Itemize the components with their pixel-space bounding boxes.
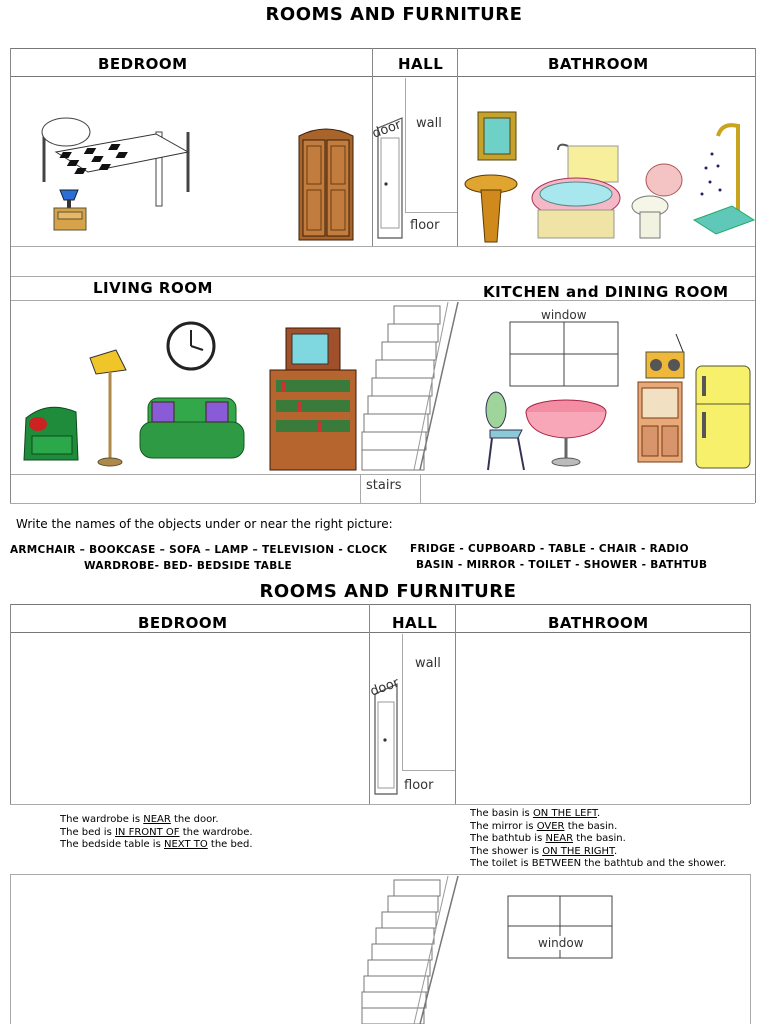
label-stairs: stairs bbox=[366, 478, 402, 493]
bookcase-tv-illustration bbox=[268, 326, 358, 474]
sofa-illustration bbox=[138, 392, 246, 470]
word-bank-right-line2: BASIN - MIRROR - TOILET - SHOWER - BATHTUB bbox=[416, 559, 708, 571]
label-window-bottom: window bbox=[538, 936, 584, 950]
sentence-right-4: The shower is ON THE RIGHT. bbox=[470, 845, 618, 857]
sentence-left-3: The bedside table is NEXT TO the bed. bbox=[60, 839, 253, 851]
clock-illustration bbox=[165, 320, 217, 372]
bathtub-illustration bbox=[528, 140, 624, 242]
room-label-bedroom: BEDROOM bbox=[98, 55, 188, 73]
chair-illustration bbox=[482, 390, 528, 472]
word-bank-left-line1: ARMCHAIR – BOOKCASE – SOFA – LAMP – TELEVISION - CLOCK bbox=[10, 544, 388, 556]
room-label-bathroom: BATHROOM bbox=[548, 55, 649, 73]
sentence-right-1: The basin is ON THE LEFT. bbox=[470, 808, 601, 819]
toilet-illustration bbox=[628, 162, 686, 244]
label-wall: wall bbox=[416, 116, 442, 131]
lamp-illustration bbox=[86, 348, 134, 470]
armchair-illustration bbox=[18, 400, 84, 470]
word-bank-right-line1: FRIDGE - CUPBOARD - TABLE - CHAIR - RADIO bbox=[410, 543, 689, 555]
room-label-kitchen-dining: KITCHEN and DINING ROOM bbox=[483, 283, 729, 301]
room-label-hall-2: HALL bbox=[392, 614, 438, 632]
wardrobe-illustration bbox=[295, 122, 357, 244]
sentences-right bbox=[470, 808, 726, 871]
label-floor: floor bbox=[410, 218, 440, 233]
instruction-text: Write the names of the objects under or near the right picture: bbox=[16, 517, 393, 531]
word-bank-left-line2: WARDROBE- BED- BEDSIDE TABLE bbox=[84, 560, 292, 572]
sentence-left-2: The bed is IN FRONT OF the wardrobe. bbox=[60, 826, 253, 838]
window-illustration-top bbox=[508, 320, 620, 388]
label-floor-2: floor bbox=[404, 778, 434, 793]
room-label-bedroom-2: BEDROOM bbox=[138, 614, 228, 632]
bedside-table-illustration bbox=[50, 186, 90, 234]
stairs-illustration-bottom bbox=[360, 876, 460, 1024]
window-illustration-bottom bbox=[506, 894, 614, 960]
fridge-illustration bbox=[694, 362, 754, 472]
sentence-right-2: The mirror is OVER the basin. bbox=[470, 820, 618, 832]
shower-illustration bbox=[692, 120, 756, 246]
cupboard-illustration bbox=[634, 380, 686, 466]
room-label-living-room: LIVING ROOM bbox=[93, 279, 213, 297]
table-illustration bbox=[524, 398, 608, 470]
page-title-middle: ROOMS AND FURNITURE bbox=[259, 581, 517, 602]
mirror-illustration bbox=[476, 110, 518, 162]
basin-illustration bbox=[463, 170, 519, 246]
page-title-top: ROOMS AND FURNITURE bbox=[265, 4, 523, 25]
sentences-left bbox=[60, 814, 253, 852]
sentence-right-3: The bathtub is NEAR the basin. bbox=[470, 833, 626, 845]
sentence-right-5: The toilet is BETWEEN the bathtub and the shower. bbox=[470, 858, 727, 870]
room-label-hall: HALL bbox=[398, 55, 444, 73]
label-wall-2: wall bbox=[415, 656, 441, 671]
label-window-top: window bbox=[541, 308, 587, 322]
label-door-2: door bbox=[368, 675, 402, 700]
sentence-left-1: The wardrobe is NEAR the door. bbox=[60, 814, 219, 825]
room-label-bathroom-2: BATHROOM bbox=[548, 614, 649, 632]
stairs-illustration-top bbox=[360, 300, 460, 474]
label-door: door bbox=[370, 117, 404, 142]
radio-illustration bbox=[640, 332, 690, 382]
